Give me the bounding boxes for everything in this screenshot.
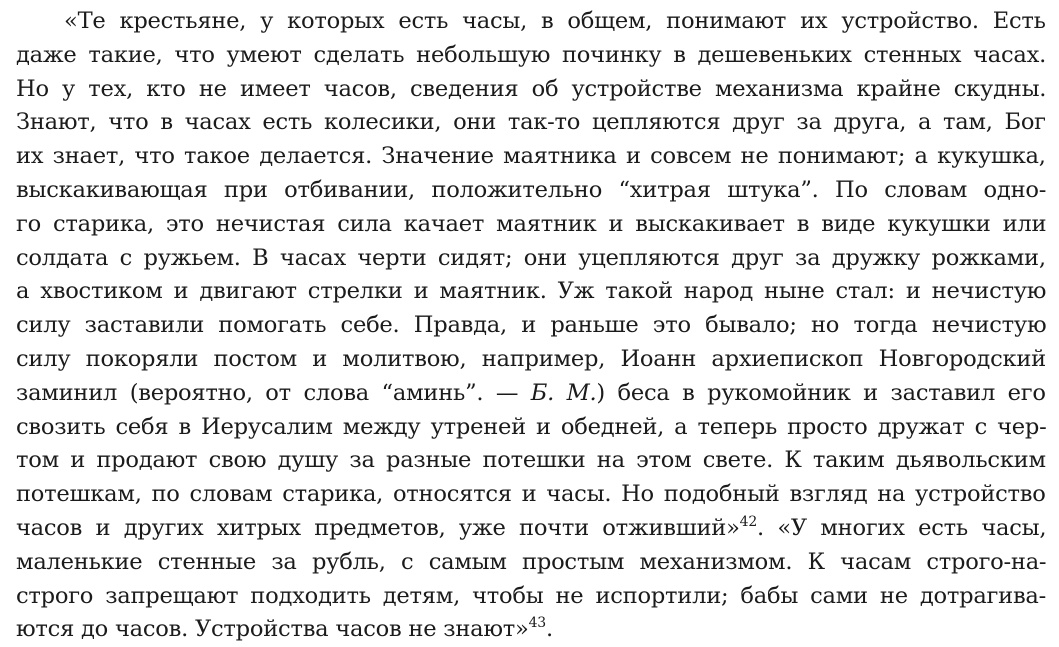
text-line xyxy=(16,512,1046,546)
quote-paragraph xyxy=(16,0,1046,647)
text-line: Но у тех, кто не имеет часов, сведения об устройстве механизма крайне скудны. xyxy=(16,75,1046,102)
text-segment: . xyxy=(545,616,553,643)
footnote-ref-42[interactable]: 42 xyxy=(739,513,757,530)
text-line: го старика, это нечистая сила качает маятник и выскакивает в виде кукушки или xyxy=(16,210,1046,237)
text-line: Знают, что в часах есть колесики, они так-то цепляются друг за друга, а там, Бог xyxy=(16,109,1046,136)
text-line: даже такие, что умеют сделать небольшую починку в дешевеньких стенных часах. xyxy=(16,41,1046,68)
text-line xyxy=(16,377,1046,411)
text-line: потешкам, по словам старика, относятся и часы. Но подобный взгляд на устройство xyxy=(16,481,1046,508)
text-line: маленькие стенные за рубль, с самым простым механизмом. К часам строго-на- xyxy=(16,548,1046,575)
text-line: свозить себя в Иерусалим между утреней и обедней, а теперь просто дружат с чер- xyxy=(16,413,1046,440)
text-segment: ) беса в рукомойник и заставил его xyxy=(596,379,1046,406)
author-initials: Б. М. xyxy=(530,379,597,406)
text-line: их знает, что такое делается. Значение маятника и совсем не понимают; а кукушка, xyxy=(16,143,1046,170)
text-line: солдата с ружьем. В часах черти сидят; они уцепляются друг за дружку рожками, xyxy=(16,244,1046,271)
text-line: строго запрещают подходить детям, чтобы не испортили; бабы сами не дотрагива- xyxy=(16,582,1046,609)
text-segment: ются до часов. Устройства часов не знают» xyxy=(16,616,529,643)
text-line: силу заставили помогать себе. Правда, и раньше это бывало; но тогда нечистую xyxy=(16,312,1046,339)
text-line: «Те крестьяне, у которых есть часы, в общем, понимают их устройство. Есть xyxy=(64,8,1046,34)
text-segment: часов и других хитрых предметов, уже почти отживший» xyxy=(16,514,740,541)
text-segment: заминил (вероятно, от слова “аминь”. — xyxy=(16,379,531,406)
footnote-ref-43[interactable]: 43 xyxy=(528,615,546,632)
text-line: выскакивающая при отбивании, положительно “хитрая штука”. По словам одно- xyxy=(16,176,1046,203)
text-line: том и продают свою душу за разные потешки на этом свете. К таким дьявольским xyxy=(16,447,1046,474)
text-line: силу покоряли постом и молитвою, например, Иоанн архиепископ Новгородский xyxy=(16,345,1046,372)
text-line xyxy=(16,613,1046,647)
text-segment: . «У многих есть часы, xyxy=(757,514,1046,541)
text-line: а хвостиком и двигают стрелки и маятник. Уж такой народ ныне стал: и нечистую xyxy=(16,278,1046,305)
